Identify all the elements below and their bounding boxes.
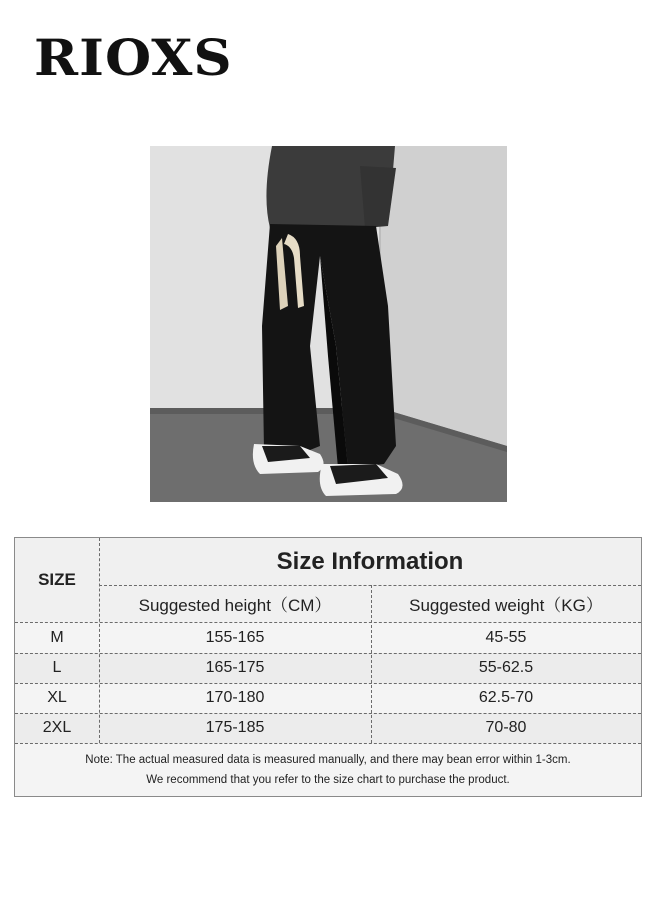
brand-logo: RIOXS [34,28,233,87]
row-height-value: 175-185 [205,719,265,736]
column-header-weight: Suggested weight（KG） [409,596,603,615]
row-height-value: 155-165 [205,628,265,646]
row-weight-value: 70-80 [485,719,527,736]
note-line-1: Note: The actual measured data is measured manually, and there may bean error within 1-3cm. [85,753,571,766]
size-note [15,743,641,796]
table-title: Size Information [276,547,464,575]
row-size-label: L [52,659,62,676]
size-header: SIZE [38,570,76,589]
row-height-value: 170-180 [205,689,265,706]
product-photo [150,146,507,502]
row-size-label: M [50,628,64,646]
note-line-2: We recommend that you refer to the size chart to purchase the product. [146,773,510,786]
row-weight-value: 55-62.5 [478,659,534,676]
row-size-label: 2XL [42,719,72,736]
product-photo-icon [150,146,507,502]
row-size-label: XL [47,689,67,706]
row-height-value: 165-175 [205,659,265,676]
column-header-height: Suggested height（CM） [138,596,332,615]
row-weight-value: 62.5-70 [478,689,534,706]
size-chart-table [14,537,642,797]
row-weight-value: 45-55 [485,628,527,646]
